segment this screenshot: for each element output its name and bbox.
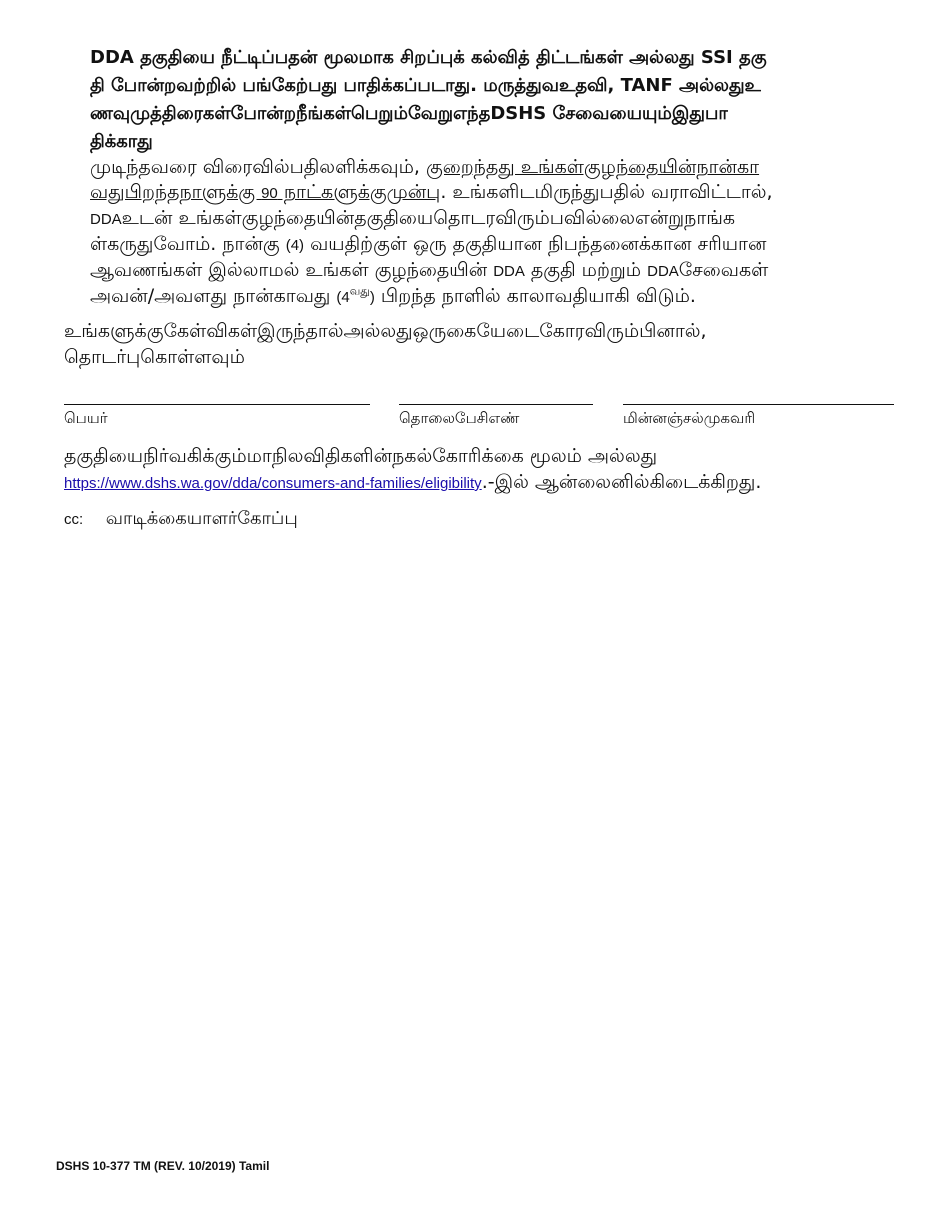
phone-label: தொலைபேசிஎண் xyxy=(399,409,520,427)
rules-line: தகுதியைநிர்வகிக்கும்மாநிலவிதிகளின்நகல்கோரிக்கை மூலம் அல்லது xyxy=(64,445,658,467)
cc-recipient: வாடிக்கையாளர்கோப்பு xyxy=(105,508,298,529)
dda-abbr: DDA xyxy=(647,263,679,280)
name-signature-line xyxy=(64,404,370,405)
text-run: அவன்/அவளது நான்காவது xyxy=(90,285,337,307)
notice-line: ணவுமுத்திரைகள்போன்றநீங்கள்பெறும்வேறுஎந்தDSHS சேவையையும்இதுபா xyxy=(90,103,728,124)
birthday-number: (4 xyxy=(336,289,350,306)
text-run: உடன் உங்கள்குழந்தையின்தகுதியைதொடரவிரும்பவில்லைஎன்றுநாங்க xyxy=(121,207,736,229)
text-run: வயதிற்குள் ஒரு தகுதியான நிபந்தனைக்கான சரியான xyxy=(304,233,767,255)
paragraph-line xyxy=(90,258,880,284)
notice-line: திக்காது xyxy=(90,131,153,152)
notice-line: தி போன்றவற்றில் பங்கேற்பது பாதிக்கப்படாது. மருத்துவஉதவி, TANF அல்லதுஉ xyxy=(90,75,761,96)
deadline-days: 90 xyxy=(261,185,278,202)
rules-suffix: .-இல் ஆன்லைனில்கிடைக்கிறது. xyxy=(481,471,762,493)
cc-label: cc: xyxy=(64,511,84,528)
form-footer: DSHS 10-377 TM (REV. 10/2019) Tamil xyxy=(56,1159,270,1173)
phone-signature-line xyxy=(399,404,593,405)
dda-abbr: DDA xyxy=(90,211,122,228)
state-rules-paragraph xyxy=(64,443,904,497)
text-run: முடிந்தவரை விரைவில்பதிலளிக்கவும், xyxy=(90,156,426,178)
underlined-deadline: வதுபிறந்தநாளுக்கு xyxy=(90,181,262,203)
dda-abbr: DDA xyxy=(493,263,525,280)
text-run: ள்கருதுவோம். நான்கு xyxy=(90,233,286,255)
paragraph-line xyxy=(90,155,880,180)
paragraph-line xyxy=(90,232,880,258)
birthday-number-close: ) xyxy=(369,289,375,306)
underlined-deadline: குறைந்தது உங்கள்குழந்தையின்நான்கா xyxy=(425,156,760,178)
response-deadline-paragraph xyxy=(90,155,880,310)
age-number: (4) xyxy=(285,237,305,254)
eligibility-impact-notice xyxy=(90,44,890,156)
eligibility-link[interactable]: https://www.dshs.wa.gov/dda/consumers-and-families/eligibility xyxy=(64,475,482,492)
underlined-deadline: நாட்களுக்குமுன்பு xyxy=(277,181,441,203)
email-label: மின்னஞ்சல்முகவரி xyxy=(623,409,756,427)
rules-line xyxy=(64,469,904,497)
text-run: தகுதி மற்றும் xyxy=(524,259,648,281)
notice-line: DDA தகுதியை நீட்டிப்பதன் மூலமாக சிறப்புக் கல்வித் திட்டங்கள் அல்லது SSI தகு xyxy=(90,47,767,68)
paragraph-line xyxy=(90,206,880,232)
email-signature-line xyxy=(623,404,894,405)
ordinal-suffix: வது xyxy=(349,284,370,298)
contact-line: உங்களுக்குகேள்விகள்இருந்தால்அல்லதுஒருகையேடைகோரவிரும்பினால், xyxy=(64,320,707,342)
contact-line: தொடர்புகொள்ளவும் xyxy=(64,346,245,368)
name-label: பெயர் xyxy=(64,409,108,427)
contact-paragraph xyxy=(64,318,884,370)
paragraph-line xyxy=(90,180,880,206)
text-run: . உங்களிடமிருந்துபதில் வராவிட்டால், xyxy=(440,181,773,203)
paragraph-line xyxy=(90,284,880,310)
text-run: சேவைகள் xyxy=(678,259,769,281)
cc-line xyxy=(64,507,298,532)
text-run: ஆவணங்கள் இல்லாமல் உங்கள் குழந்தையின் xyxy=(90,259,494,281)
text-run: பிறந்த நாளில் காலாவதியாகி விடும். xyxy=(374,285,696,307)
